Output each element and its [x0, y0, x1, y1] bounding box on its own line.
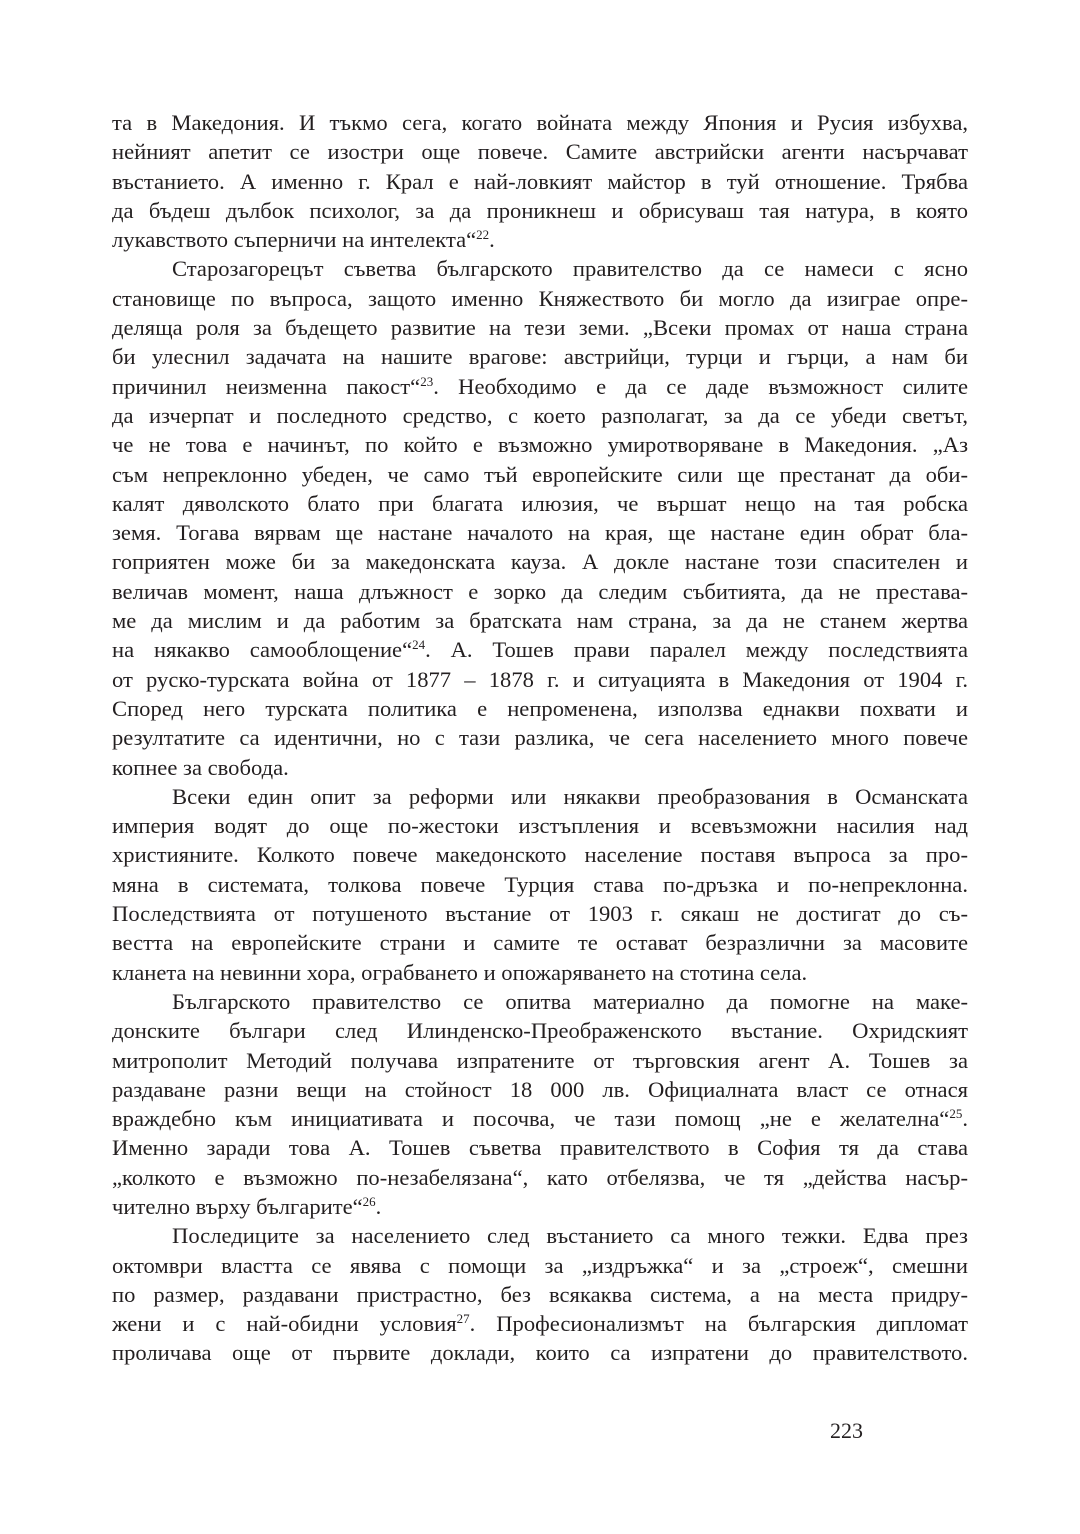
text-line: вестта на европейските страни и самите те остават безразлични за масовите: [112, 930, 968, 956]
text-line: да бъдеш дълбок психолог, за да проникнеш и обрисуваш тая натура, в която: [112, 197, 968, 223]
text-line: донските българи след Илинденско-Преображенското въстание. Охридският: [112, 1018, 968, 1044]
footnote-ref: 24: [412, 637, 426, 653]
text-line: величав момент, наша длъжност е зорко да следим събитията, да не престава-: [112, 578, 968, 604]
text-line: резултатите са идентични, но с тази разлика, че сега населението много повече: [112, 725, 968, 751]
text-line: митрополит Методий получава изпратените от търговския агент А. Тошев за: [112, 1047, 968, 1073]
text-line: калят дяволското блато при благата илюзия, че вършат нещо на тая робска: [112, 490, 968, 516]
text-line: гоприятен може би за македонската кауза. А докле настане този спасителен и: [112, 549, 968, 575]
text-line: Именно заради това А. Тошев съветва правителството в София тя да става: [112, 1135, 968, 1161]
text-line: на някакво самооблощение“$^{24}$. А. Тошев прави паралел между последствията: [112, 637, 968, 663]
footnote-ref: 22: [476, 227, 490, 243]
text-line: че не това е начинът, по който е възможно умиротворяване в Македония. „Аз: [112, 432, 968, 458]
text-line: християните. Колкото повече македонското население поставя въпроса за про-: [112, 842, 968, 868]
text-line: Последствията от потушеното въстание от 1903 г. сякаш не достигат до съ-: [112, 901, 968, 927]
paragraph: [112, 1221, 968, 1367]
text-line: ме да мислим и да работим за братската нам страна, за да не станем жертва: [112, 608, 968, 634]
paragraph: [112, 987, 968, 1221]
text-line: би улеснил задачата на нашите врагове: австрийци, турци и гърци, а нам би: [112, 344, 968, 370]
text-line: „колкото е възможно по-незабелязана“, като отбелязва, че тя „действа насър-: [112, 1164, 968, 1190]
paragraph: [112, 782, 968, 987]
paragraph: [112, 108, 968, 254]
text-line: съм непреклонно убеден, че само тъй европейските сили ще престанат да оби-: [112, 461, 968, 487]
footnote-ref: 26: [362, 1193, 376, 1209]
text-line: по размер, раздавани пристрастно, без всякаква система, а на места придру-: [112, 1281, 968, 1307]
footnote-ref: 25: [949, 1106, 963, 1122]
footnote-ref: 23: [420, 373, 434, 389]
text-line: Според него турската политика е непроменена, използва еднакви похвати и: [112, 695, 968, 721]
text-line: Всеки един опит за реформи или някакви преобразования в Османската: [172, 783, 968, 809]
text-line: проличава още от първите доклади, които са изпратени до правителството.: [112, 1340, 968, 1366]
text-line: деляща роля за бъдещето развитие на тези земи. „Всеки промах от наша страна: [112, 315, 968, 341]
text-line: Последиците за населението след въстанието са много тежки. Едва през: [172, 1223, 968, 1249]
page-body: [112, 108, 968, 1368]
text-line: чително върху българите“$^{26}$.: [112, 1193, 382, 1219]
text-line: земя. Тогава вярвам ще настане началото на края, ще настане един обрат бла-: [112, 520, 968, 546]
text-line: въстанието. А именно г. Крал е най-ловкият майстор в туй отношение. Трябва: [112, 168, 968, 194]
text-line: становище по въпроса, защото именно Княжеството би могло да изиграе опре-: [112, 285, 968, 311]
text-line: копнее за свобода.: [112, 754, 289, 780]
page-number: 223: [830, 1418, 863, 1443]
footnote-ref: 27: [456, 1311, 470, 1327]
text-line: империя водят до още по-жестоки изстъпления и всевъзможни насилия над: [112, 813, 968, 839]
text-line: лукавството съперничи на интелекта“$^{22}$.: [112, 227, 495, 253]
text-line: от руско-турската война от 1877 – 1878 г. и ситуацията в Македония от 1904 г.: [112, 666, 968, 692]
text-line: раздаване разни вещи на стойност 18 000 лв. Официалната власт се отнася: [112, 1076, 968, 1102]
paragraph: [112, 254, 968, 781]
text-line: жени и с най-обидни условия$^{27}$. Професионализмът на българския дипломат: [112, 1311, 968, 1337]
text-line: нейният апетит се изостри още повече. Самите австрийски агенти насърчават: [112, 139, 968, 165]
text-line: кланета на невинни хора, ограбването и опожаряването на стотина села.: [112, 959, 808, 985]
text-line: да изчерпат и последното средство, с което разполагат, за да се убеди светът,: [112, 402, 968, 428]
text-line: та в Македония. И тъкмо сега, когато войната между Япония и Русия избухва,: [112, 110, 968, 135]
text-line: Българското правителство се опитва материално да помогне на маке-: [172, 988, 968, 1014]
text-line: враждебно към инициативата и посочва, че тази помощ „не е желателна“$^{25}$.: [112, 1106, 968, 1132]
text-line: октомври властта се явява с помощи за „издръжка“ и за „строеж“, смешни: [112, 1252, 968, 1278]
text-line: мяна в системата, толкова повече Турция става по-дръзка и по-непреклонна.: [112, 871, 968, 897]
text-line: причинил неизменна пакост“$^{23}$. Необходимо е да се даде възможност силите: [112, 373, 969, 399]
text-line: Старозагорецът съветва българското правителство да се намеси с ясно: [172, 256, 968, 282]
